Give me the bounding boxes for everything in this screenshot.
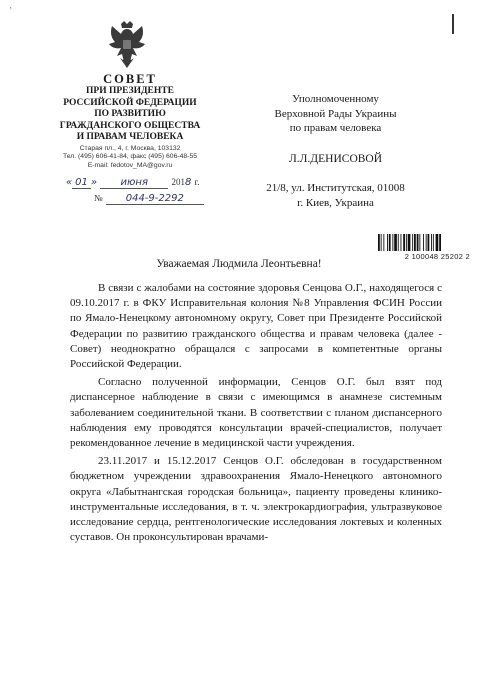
barcode-bar [403, 234, 405, 251]
number-label: № [94, 193, 103, 203]
barcode-bar [417, 234, 419, 251]
date-day: 01 [72, 177, 91, 189]
barcode-bar [433, 234, 434, 251]
number-value: 044-9-2292 [106, 193, 204, 205]
barcode-bar [394, 234, 397, 251]
org-title: СОВЕТ [103, 72, 157, 86]
barcode-bar [439, 234, 441, 251]
page-corner-mark: ʼ [9, 6, 13, 17]
sender-email-line: E-mail: fedotov_MA@gov.ru [87, 161, 173, 169]
letter-number [94, 193, 204, 205]
barcode-bar [398, 234, 399, 251]
barcode-bar [408, 234, 411, 251]
org-line: ПО РАЗВИТИЮ [94, 109, 166, 119]
sender-address-line: Старая пл., 4, г. Москва, 103132 [79, 145, 181, 152]
barcode-bar [428, 234, 430, 251]
recipient-line: Уполномоченному [292, 93, 379, 105]
org-line: ГРАЖДАНСКОГО ОБЩЕСТВА [59, 120, 201, 131]
barcode-bar [406, 234, 407, 251]
barcode-bar [381, 234, 382, 251]
barcode-bar [414, 234, 416, 251]
barcode-bar [383, 234, 384, 251]
paragraph: Согласно полученной информации, Сенцов О.Г. был взят под диспансерное наблюдение в связи с имеющимся в анамнезе системным заболеванием соединительной ткани. В соответствии с планом диспансерного наблюдения ему проводятся консультации врачей-специалистов, получает рекомендованное лечение в медицинской части учреждения. [70, 376, 442, 450]
recipient-address-line: г. Киев, Украина [297, 196, 374, 209]
margin-mark [452, 14, 454, 34]
letter-date [66, 177, 199, 189]
barcode-bar [412, 234, 413, 251]
greeting: Уважаемая Людмила Леонтьевна! [156, 258, 322, 270]
recipient-line: Верховной Рады Украины [274, 107, 397, 120]
barcode-bar [378, 234, 380, 251]
recipient-address [258, 181, 413, 210]
org-line: И ПРАВАМ ЧЕЛОВЕКА [76, 132, 184, 142]
letter-body [70, 281, 442, 548]
recipient-name: Л.Л.ДЕНИСОВОЙ [288, 153, 383, 165]
barcode-number: 2 100048 25202 2 [404, 252, 470, 261]
date-open-quote: « [66, 177, 73, 188]
recipient-line: по правам человека [289, 122, 382, 134]
paragraph: 23.11.2017 и 15.12.2017 Сенцов О.Г. обследован в государственном бюджетном учреждении здравоохранения Ямало-Ненецкого автономного округа «Лабытнангская городская больница», пациенту проведены клинико-инструментальные исследования, в т. ч. электрокардиография, ультразвуковое исследование сердца, рентгенологические исследования локтевых и коленных суставов. Он проконсультирован врачами- [70, 455, 442, 544]
barcode-bar [436, 234, 439, 251]
paragraph: В связи с жалобами на состояние здоровья Сенцова О.Г., находящегося с 09.10.2017 г. в ФКУ Исправительная колония №8 Управления ФСИН России по Ямало-Ненецкому автономному округу, Совет при Президенте Российской Федерации по развитию гражданского общества и правам человека (далее - Совет) неоднократно обращался с запросами в компетентные органы Российской Федерации. [70, 282, 442, 371]
coat-of-arms-emblem [106, 20, 148, 70]
barcode-bar [401, 234, 402, 251]
date-year-digit: 8 [184, 177, 192, 188]
sender-address [40, 145, 220, 170]
date-close-quote: » [90, 177, 98, 188]
barcode-bar [387, 234, 388, 251]
recipient-address-line: 21/8, ул. Институтская, 01008 [266, 182, 405, 194]
sender-phone-line: Тел. (495) 606-41-84, факс (495) 606-48-55 [62, 153, 198, 161]
barcode-bar [431, 234, 432, 251]
barcode-bar [426, 234, 427, 251]
organization-block [40, 72, 220, 144]
barcode-bar [389, 234, 391, 251]
recipient-block [258, 92, 413, 136]
date-year-prefix: 201 [171, 177, 185, 187]
barcode [378, 234, 464, 251]
date-month: июня [100, 177, 168, 189]
org-line: ПРИ ПРЕЗИДЕНТЕ [86, 86, 174, 96]
barcode-bar [419, 234, 420, 251]
barcode-bar [392, 234, 393, 251]
barcode-bar [423, 234, 424, 251]
org-line: РОССИЙСКОЙ ФЕДЕРАЦИИ [63, 97, 197, 108]
date-suffix: г. [194, 177, 200, 187]
